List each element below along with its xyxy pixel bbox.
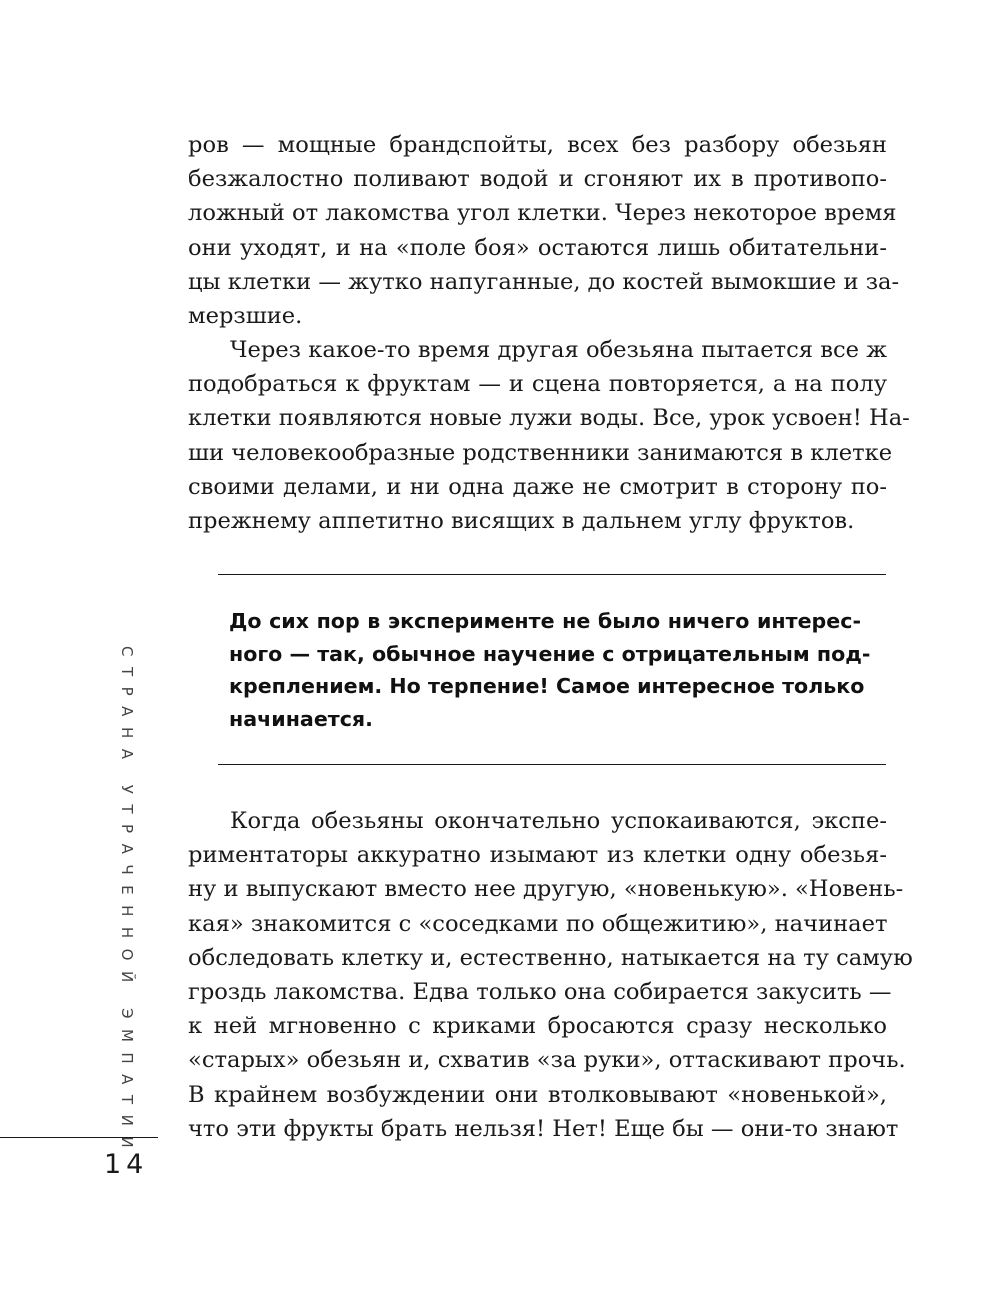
callout-bottom-rule xyxy=(218,764,886,765)
page-number: 14 xyxy=(104,1149,149,1180)
text-line: риментаторы аккуратно изымают из клетки одну обезья- xyxy=(188,842,887,869)
text-line: мерзшие. xyxy=(188,303,303,330)
text-line: «старых» обезьян и, схватив «за руки», оттаскивают прочь. xyxy=(188,1047,906,1074)
paragraph-2 xyxy=(188,333,910,538)
text-line: безжалостно поливают водой и сгоняют их в противопо- xyxy=(188,166,887,193)
text-line: обследовать клетку и, естественно, натыкается на ту самую xyxy=(188,944,913,971)
text-line: ров — мощные брандспойты, всех без разбору обезьян xyxy=(188,132,887,158)
text-line: ложный от лакомства угол клетки. Через некоторое время xyxy=(188,200,897,227)
callout-line: креплением. Но терпение! Самое интересное только xyxy=(229,674,865,699)
text-line: подобраться к фруктам — и сцена повторяется, а на полу xyxy=(188,371,887,398)
callout-line: ного — так, обычное научение с отрицательным под- xyxy=(229,641,871,666)
footer-rule xyxy=(0,1137,158,1138)
running-head: СТРАНА УТРАЧЕННОЙ ЭМПАТИИ xyxy=(118,646,136,1159)
text-line: ши человекообразные родственники занимаются в клетке xyxy=(188,439,893,466)
text-line: гроздь лакомства. Едва только она собирается закусить — xyxy=(188,979,892,1006)
callout-top-rule xyxy=(218,574,886,575)
text-line: они уходят, и на «поле боя» остаются лишь обитательни- xyxy=(188,234,887,261)
callout-line: До сих пор в эксперименте не было ничего интерес- xyxy=(229,609,861,633)
text-line: что эти фрукты брать нельзя! Нет! Еще бы — они-то знают xyxy=(188,1115,899,1142)
paragraph-1 xyxy=(188,128,900,333)
text-line: Когда обезьяны окончательно успокаиваются, экспе- xyxy=(230,808,887,834)
text-line: кая» знакомится с «соседками по общежитию», начинает xyxy=(188,910,888,937)
text-line: В крайнем возбуждении они втолковывают «новенькой», xyxy=(188,1081,887,1108)
text-line: цы клетки — жутко напуганные, до костей вымокшие и за- xyxy=(188,268,900,295)
text-line: Через какое-то время другая обезьяна пытается все ж xyxy=(230,337,887,363)
text-line: клетки появляются новые лужи воды. Все, урок усвоен! На- xyxy=(188,405,910,432)
paragraph-3 xyxy=(188,804,913,1146)
text-line: прежнему аппетитно висящих в дальнем углу фруктов. xyxy=(188,508,855,535)
callout-line: начинается. xyxy=(229,707,373,732)
text-line: к ней мгновенно с криками бросаются сразу несколько xyxy=(188,1013,887,1040)
callout-box xyxy=(229,605,871,736)
text-line: ну и выпускают вместо нее другую, «новенькую». «Новень- xyxy=(188,876,904,903)
text-line: своими делами, и ни одна даже не смотрит в сторону по- xyxy=(188,473,887,500)
